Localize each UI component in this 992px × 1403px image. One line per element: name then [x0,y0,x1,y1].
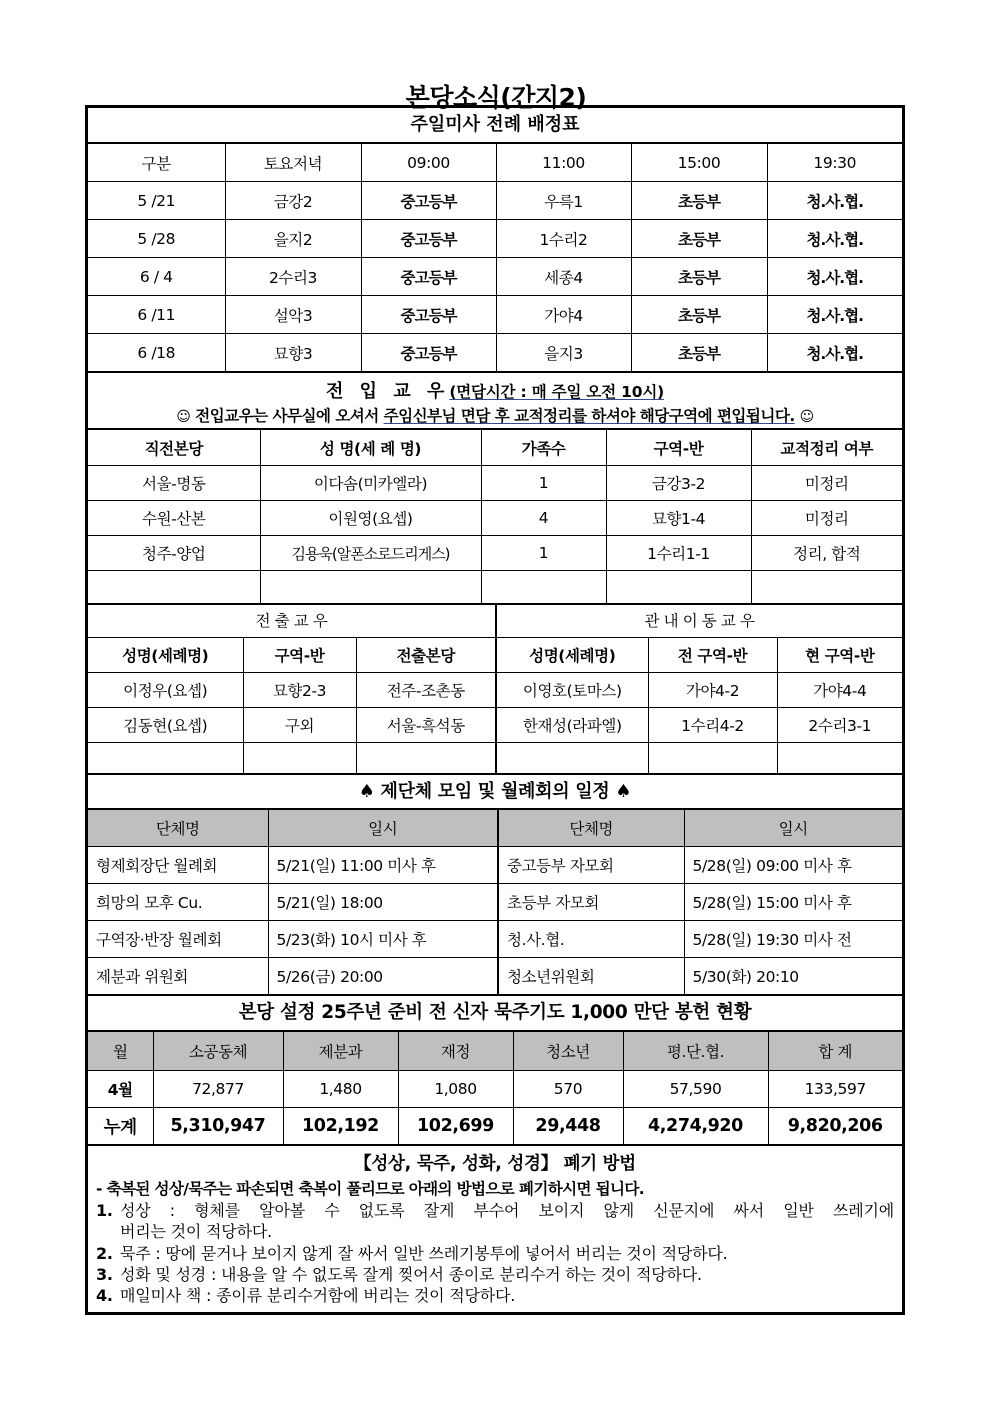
cell-status [751,571,902,605]
list-item [96,1264,894,1285]
cell-month: 4월 [88,1071,153,1108]
column-header: 전 구역-반 [648,638,777,673]
group-meetings-title: ♠ 제단체 모임 및 월례회의 일정 ♠ [88,775,902,810]
cell-prev-parish: 청주-양업 [88,536,260,571]
incoming-table [88,428,902,605]
cell-district: 묘향2-3 [243,673,356,708]
cell-date: 6 /11 [88,296,225,334]
cell-name [496,743,648,775]
incoming-title-note: (면담시간 : 매 주일 오전 10시) [449,383,664,401]
cell-prev-district: 1수리4-2 [648,708,777,743]
column-header: 소공동체 [153,1031,283,1071]
cell-sat-evening: 2수리3 [225,258,361,296]
cell-datetime: 5/30(화) 20:10 [684,958,902,996]
mass-schedule-heading: 주일미사 전례 배정표 [88,108,902,144]
column-header: 평.단.협. [623,1031,768,1071]
cell-sat-evening: 금강2 [225,182,361,220]
table-header-row [88,638,902,673]
cell-district: 금강3-2 [606,466,751,501]
column-header: 월 [88,1031,153,1071]
cell-date: 6 / 4 [88,258,225,296]
cell-family-count: 1 [481,536,606,571]
smiley-icon: ☺ [176,409,191,425]
internal-move-title: 관 내 이 동 교 우 [496,605,902,638]
cell-jebungwa: 102,192 [283,1108,398,1146]
cell-new-district [777,743,902,775]
table-row [88,921,902,958]
cell-group-name: 희망의 모후 Cu. [88,884,268,921]
incoming-notice-pre: 전입교우는 사무실에 오셔서 [195,407,384,425]
list-item-number: 3. [96,1264,113,1284]
group-meetings-table [88,810,902,996]
cell-district [606,571,751,605]
smiley-icon: ☺ [799,409,814,425]
column-header: 직전본당 [88,429,260,466]
column-header: 제분과 [283,1031,398,1071]
column-header: 현 구역-반 [777,638,902,673]
disposal-title: 【성상, 묵주, 성화, 성경】 폐기 방법 [354,1154,636,1174]
cell-jaejeong: 1,080 [398,1071,513,1108]
cell-1930: 청.사.협. [767,182,902,220]
cell-total: 133,597 [768,1071,902,1108]
incoming-notice-underlined: 주임신부님 면담 후 교적정리를 하셔야 해당구역에 편입됩니다. [383,407,795,425]
cell-group-name: 제분과 위원회 [88,958,268,996]
cell-group-name: 초등부 자모회 [498,884,684,921]
cell-family-count: 1 [481,466,606,501]
list-item [96,1200,894,1243]
cell-sat-evening: 설악3 [225,296,361,334]
table-header-row [88,429,902,466]
cell-date: 5 /28 [88,220,225,258]
cell-group-name: 청.사.협. [498,921,684,958]
cell-datetime: 5/23(화) 10시 미사 후 [268,921,498,958]
cell-name: 한재성(라파엘) [496,708,648,743]
list-item-line: 성화 및 성경 : 내용을 알 수 없도록 잘게 찢어서 종이로 분리수거 하는 것이 적당하다. [120,1264,702,1284]
list-item [96,1285,894,1306]
list-item-body [120,1264,894,1285]
section-title-row [88,605,902,638]
cell-1100: 1수리2 [496,220,631,258]
cell-1100: 우륵1 [496,182,631,220]
table-row [88,847,902,884]
cell-1930: 청.사.협. [767,220,902,258]
table-row [88,334,902,373]
cell-group-name: 형제회장단 월례회 [88,847,268,884]
cell-sat-evening: 묘향3 [225,334,361,373]
table-row [88,501,902,536]
cell-new-district: 2수리3-1 [777,708,902,743]
cell-jaejeong: 102,699 [398,1108,513,1146]
cell-datetime: 5/28(일) 15:00 미사 후 [684,884,902,921]
cell-0900: 중고등부 [361,334,496,373]
cell-dest-parish: 전주-조촌동 [356,673,496,708]
column-header: 가족수 [481,429,606,466]
cell-1100: 가야4 [496,296,631,334]
cell-new-district: 가야4-4 [777,673,902,708]
cell-date: 6 /18 [88,334,225,373]
column-header: 단체명 [88,810,268,847]
cell-name: 김용욱(알폰소로드리게스) [260,536,481,571]
column-header: 19:30 [767,144,902,182]
column-header: 09:00 [361,144,496,182]
cell-0900: 중고등부 [361,296,496,334]
table-row [88,466,902,501]
list-item [96,1243,894,1264]
cell-pyeongdanhyeop: 57,590 [623,1071,768,1108]
list-item-body [120,1200,894,1243]
column-header: 전출본당 [356,638,496,673]
cell-date: 5 /21 [88,182,225,220]
cell-prev-district: 가야4-2 [648,673,777,708]
cell-1500: 초등부 [631,258,767,296]
page-title: 본당소식(간지2) [405,83,587,112]
offering-title: 본당 설정 25주년 준비 전 신자 묵주기도 1,000 만단 봉헌 현황 [238,1002,752,1023]
cell-dest-parish [356,743,496,775]
table-header-row [88,144,902,182]
incoming-notice [88,404,902,426]
cell-datetime: 5/28(일) 09:00 미사 후 [684,847,902,884]
column-header: 재정 [398,1031,513,1071]
cell-status: 미정리 [751,501,902,536]
cell-family-count: 4 [481,501,606,536]
cell-1500: 초등부 [631,334,767,373]
cell-datetime: 5/21(일) 11:00 미사 후 [268,847,498,884]
table-row [88,884,902,921]
cell-0900: 중고등부 [361,220,496,258]
table-row [88,182,902,220]
cell-1500: 초등부 [631,296,767,334]
cell-district: 묘향1-4 [606,501,751,536]
column-header: 합 계 [768,1031,902,1071]
cell-sogongdongche: 5,310,947 [153,1108,283,1146]
cell-sat-evening: 을지2 [225,220,361,258]
table-row [88,673,902,708]
cell-0900: 중고등부 [361,182,496,220]
table-row-empty [88,743,902,775]
movement-tables [88,605,902,775]
table-row [88,958,902,996]
table-row [88,1108,902,1146]
cell-status: 정리, 합적 [751,536,902,571]
cell-name: 이다솜(미카엘라) [260,466,481,501]
cell-1930: 청.사.협. [767,296,902,334]
column-header: 성명(세례명) [496,638,648,673]
incoming-section-header [88,373,902,428]
cell-1930: 청.사.협. [767,258,902,296]
cell-name: 이정우(요셉) [88,673,243,708]
table-header-row [88,810,902,847]
cell-name: 이영호(토마스) [496,673,648,708]
cell-cheongsonyeon: 29,448 [513,1108,623,1146]
cell-jebungwa: 1,480 [283,1071,398,1108]
cell-district [243,743,356,775]
table-row [88,258,902,296]
column-header: 구역-반 [243,638,356,673]
disposal-section [88,1146,902,1312]
offering-table [88,1030,902,1146]
cell-1500: 초등부 [631,220,767,258]
column-header: 구역-반 [606,429,751,466]
cell-district: 1수리1-1 [606,536,751,571]
cell-1930: 청.사.협. [767,334,902,373]
bulletin-frame [85,105,905,1315]
cell-name: 김동현(요셉) [88,708,243,743]
disposal-lead: - 축복된 성상/묵주는 파손되면 축복이 풀리므로 아래의 방법으로 폐기하시면 됩니다. [96,1180,645,1198]
table-row-empty [88,571,902,605]
cell-sogongdongche: 72,877 [153,1071,283,1108]
column-header: 일시 [268,810,498,847]
column-header: 청소년 [513,1031,623,1071]
incoming-title: 전 입 교 우 [325,381,450,402]
cell-month: 누계 [88,1108,153,1146]
column-header: 성 명(세 례 명) [260,429,481,466]
cell-dest-parish: 서울-흑석동 [356,708,496,743]
list-item-number: 4. [96,1286,113,1306]
cell-datetime: 5/21(일) 18:00 [268,884,498,921]
list-item-line: 묵주 : 땅에 묻거나 보이지 않게 잘 싸서 일반 쓰레기봉투에 넣어서 버리는 것이 적당하다. [120,1243,728,1263]
cell-group-name: 중고등부 자모회 [498,847,684,884]
list-item-body [120,1285,894,1306]
column-header: 일시 [684,810,902,847]
list-item-line: 성상 : 형체를 알아볼 수 없도록 잘게 부수어 보이지 않게 신문지에 싸서 일반 쓰레기에 [120,1201,894,1220]
cell-cheongsonyeon: 570 [513,1071,623,1108]
outgoing-title: 전 출 교 우 [88,605,496,638]
table-row [88,220,902,258]
cell-name [260,571,481,605]
cell-total: 9,820,206 [768,1108,902,1146]
cell-district: 구외 [243,708,356,743]
table-row [88,708,902,743]
table-row [88,296,902,334]
list-item-body [120,1243,894,1264]
column-header: 15:00 [631,144,767,182]
column-header: 단체명 [498,810,684,847]
mass-schedule-table [88,144,902,373]
cell-prev-parish [88,571,260,605]
list-item-number: 1. [96,1201,113,1220]
cell-1100: 세종4 [496,258,631,296]
cell-prev-district [648,743,777,775]
list-item-number: 2. [96,1243,113,1263]
column-header: 교적정리 여부 [751,429,902,466]
cell-name: 이원영(요셉) [260,501,481,536]
table-header-row [88,1031,902,1071]
cell-group-name: 청소년위원회 [498,958,684,996]
list-item-line: 버리는 것이 적당하다. [120,1222,272,1242]
cell-datetime: 5/26(금) 20:00 [268,958,498,996]
table-row [88,536,902,571]
column-header: 구분 [88,144,225,182]
cell-status: 미정리 [751,466,902,501]
cell-prev-parish: 서울-명동 [88,466,260,501]
cell-group-name: 구역장·반장 월례회 [88,921,268,958]
table-row [88,1071,902,1108]
cell-0900: 중고등부 [361,258,496,296]
incoming-title-row [88,377,902,403]
cell-datetime: 5/28(일) 19:30 미사 전 [684,921,902,958]
column-header: 성명(세례명) [88,638,243,673]
cell-family-count [481,571,606,605]
cell-prev-parish: 수원-산본 [88,501,260,536]
cell-1500: 초등부 [631,182,767,220]
column-header: 토요저녁 [225,144,361,182]
cell-pyeongdanhyeop: 4,274,920 [623,1108,768,1146]
cell-name [88,743,243,775]
cell-1100: 을지3 [496,334,631,373]
column-header: 11:00 [496,144,631,182]
list-item-line: 매일미사 책 : 종이류 분리수거함에 버리는 것이 적당하다. [120,1286,516,1306]
